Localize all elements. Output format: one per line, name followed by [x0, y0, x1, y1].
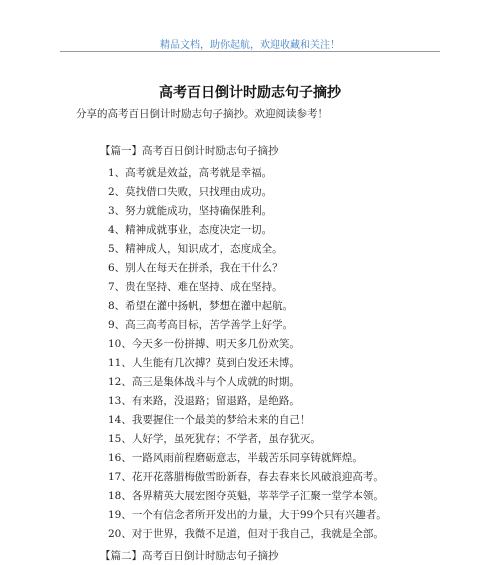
list-item: 4、精神成就事业，态度决定一切。 — [108, 224, 273, 236]
list-item: 1、高考就是效益，高考就是幸福。 — [108, 167, 273, 179]
list-item: 16、一路风雨前程磨砺意志，半载苦乐同享铸就辉煌。 — [108, 452, 363, 464]
list-item: 15、人好学，虽死犹存；不学者，虽存犹灭。 — [108, 433, 321, 445]
list-item: 10、今天多一份拼搏、明天多几份欢笑。 — [108, 338, 300, 350]
list-item: 17、花开花落腊梅傲雪盼新春，春去春来长风破浪迎高考。 — [108, 471, 384, 483]
intro-paragraph: 分享的高考百日倒计时励志句子摘抄。欢迎阅读参考！ — [76, 108, 328, 120]
header-divider — [60, 51, 440, 52]
page-title: 高考百日倒计时励志句子摘抄 — [159, 85, 341, 101]
list-item: 8、希望在灌中扬帆，梦想在灌中起航。 — [108, 300, 294, 312]
list-item: 19、一个有信念者所开发出的力量，大于99个只有兴趣者。 — [108, 509, 387, 521]
list-item: 18、各界精英大展宏图夺英魁，莘莘学子汇聚一堂学本领。 — [108, 490, 384, 502]
list-item: 14、我要握住一个最美的梦给未来的自己！ — [108, 414, 311, 426]
list-item: 3、努力就能成功，坚持确保胜利。 — [108, 205, 273, 217]
list-item: 9、高三高考高目标，苦学善学上好学。 — [108, 319, 294, 331]
list-item: 6、别人在每天在拼杀，我在干什么？ — [108, 262, 283, 274]
list-item: 20、对于世界，我微不足道，但对于我自己，我就是全部。 — [108, 528, 384, 540]
list-item: 11、人生能有几次搏？莫到白发还未博。 — [108, 357, 300, 369]
list-item: 7、贵在坚持、难在坚持、成在坚持。 — [108, 281, 283, 293]
list-item: 12、高三是集体战斗与个人成就的时期。 — [108, 376, 300, 388]
list-item: 5、精神成人，知识成才，态度成全。 — [108, 243, 283, 255]
quote-list — [108, 164, 387, 544]
section-heading-2: 【篇二】高考百日倒计时励志句子摘抄 — [100, 550, 279, 562]
section-heading-1: 【篇一】高考百日倒计时励志句子摘抄 — [100, 145, 279, 157]
header-banner: 精品文档，助你起航，欢迎收藏和关注！ — [160, 40, 340, 51]
list-item: 2、莫找借口失败，只找理由成功。 — [108, 186, 273, 198]
list-item: 13、有来路，没退路；留退路，是绝路。 — [108, 395, 300, 407]
